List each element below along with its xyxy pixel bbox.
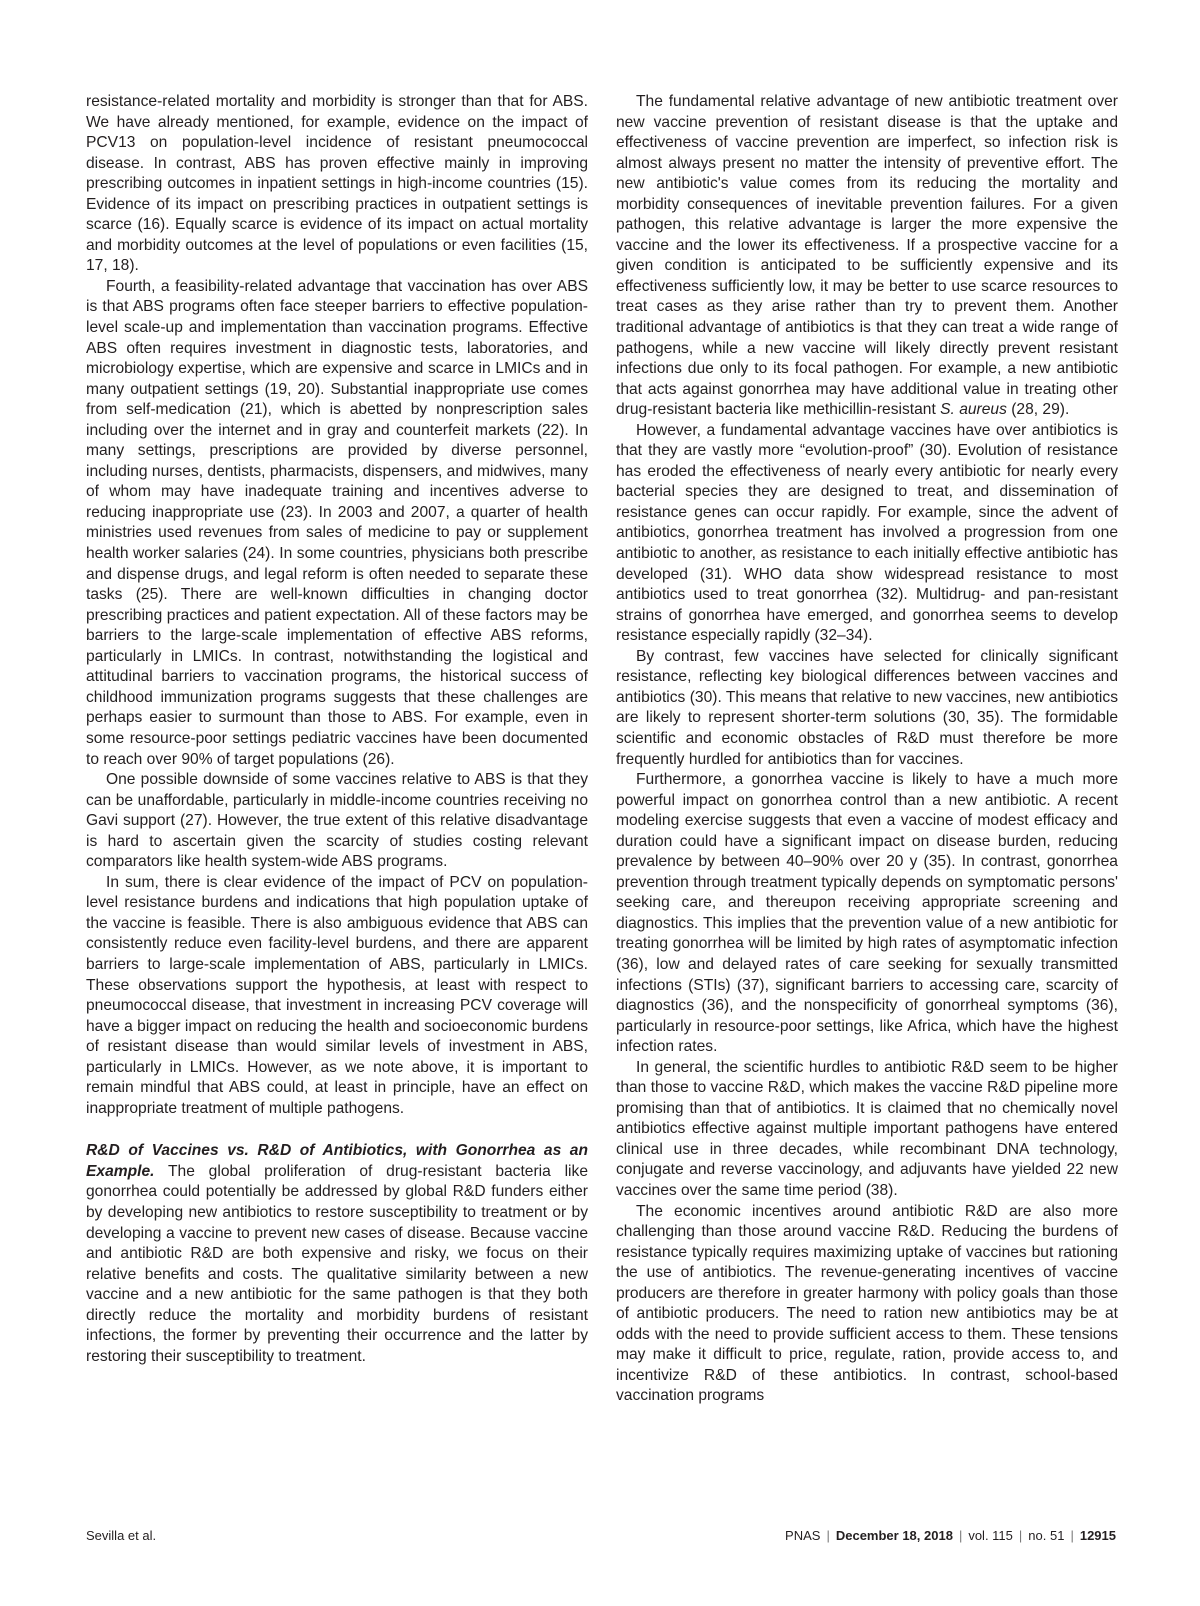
- separator: |: [1070, 1528, 1074, 1543]
- body-paragraph: In sum, there is clear evidence of the impact of PCV on population-level resistance burdens and indications that high population uptake of the vaccine is feasible. There is also ambiguous evidence that ABS can consistently reduce even facility-level burdens, and there are apparent barriers to large-scale implementation of ABS, particularly in LMICs. These observations support the hypothesis, at least with respect to pneumococcal disease, that investment in increasing PCV coverage will have a bigger impact on reducing the health and socioeconomic burdens of resistant disease than would similar levels of investment in ABS, particularly in LMICs. However, as we note above, it is important to remain mindful that ABS could, at least in principle, have an effect on inappropriate treatment of multiple pathogens.: [86, 873, 588, 1117]
- separator: |: [958, 1528, 963, 1543]
- volume: vol. 115: [968, 1528, 1013, 1543]
- body-paragraph: Furthermore, a gonorrhea vaccine is likely to have a much more powerful impact on gonorrhea control than a new antibiotic. A recent modeling exercise suggests that even a vaccine of modest efficacy and duration could have a significant impact on disease burden, reducing prevalence by between 40–90% over 20 y (35). In contrast, gonorrhea prevention through treatment typically depends on symptomatic persons' seeking care, and thereupon receiving appropriate screening and diagnostics. This implies that the prevention value of a new antibiotic for treating gonorrhea will be limited by high rates of asymptomatic infection (36), low and delayed rates of care seeking for sexually transmitted infections (STIs) (37), significant barriers to accessing care, scarcity of diagnostics (36), and the nonspecificity of gonorrheal symptoms (36), particularly in resource-poor settings, like Africa, which have the highest infection rates.: [616, 771, 1118, 1056]
- separator: |: [826, 1528, 830, 1543]
- left-column: [86, 92, 588, 1367]
- body-paragraph: One possible downside of some vaccines relative to ABS is that they can be unaffordable, particularly in middle-income countries receiving no Gavi support (27). However, the true extent of this relative disadvantage is hard to ascertain given the scarcity of studies costing relevant comparators like health system-wide ABS programs.: [86, 771, 588, 871]
- body-paragraph: The economic incentives around antibiotic R&D are also more challenging than those around vaccine R&D. Reducing the burdens of resistance typically requires maximizing uptake of vaccines but rationing the use of antibiotics. The revenue-generating incentives of vaccine producers are therefore in greater harmony with policy goals than those of antibiotic producers. The need to ration new antibiotics may be at odds with the need to provide sufficient access to them. These tensions may make it difficult to price, regulate, ration, provide access to, and incentivize R&D of these antibiotics. In contrast, school-based vaccination programs: [616, 1202, 1118, 1405]
- footer-authors: Sevilla et al.: [86, 1528, 157, 1543]
- body-paragraph: In general, the scientific hurdles to antibiotic R&D seem to be higher than those to vaccine R&D, which makes the vaccine R&D pipeline more promising than that of antibiotics. It is claimed that no chemically novel antibiotics effective against multiple important pathogens have entered clinical use in three decades, while recombinant DNA technology, conjugate and reverse vaccinology, and adjuvants have yielded 22 new vaccines over the same time period (38).: [616, 1058, 1118, 1199]
- body-paragraph: However, a fundamental advantage vaccines have over antibiotics is that they are vastly more “evolution-proof” (30). Evolution of resistance has eroded the effectiveness of nearly every antibiotic for nearly every bacterial species they are designed to treat, and dissemination of resistance genes can occur rapidly. For example, since the advent of antibiotics, gonorrhea treatment has involved a progression from one antibiotic to another, as resistance to each initially effective antibiotic has developed (31). WHO data show widespread resistance to most antibiotics used to treat gonorrhea (32). Multidrug- and pan-resistant strains of gonorrhea have emerged, and gonorrhea seems to develop resistance especially rapidly (32–34).: [616, 421, 1118, 645]
- issue-date: December 18, 2018: [835, 1528, 953, 1543]
- body-text: The global proliferation of drug-resistant bacteria like gonorrhea could potentially be addressed by global R&D funders either by developing new antibiotics to restore susceptibility to treatment or by developing a vaccine to prevent new cases of disease. Because vaccine and antibiotic R&D are both expensive and risky, we focus on their relative benefits and costs. The qualitative similarity between a new vaccine and a new antibiotic for the same pathogen is that they both directly reduce the mortality and morbidity burdens of resistant infections, the former by preventing their occurrence and the latter by restoring their susceptibility to treatment.: [86, 1162, 588, 1365]
- body-paragraph: Fourth, a feasibility-related advantage that vaccination has over ABS is that ABS programs often face steeper barriers to effective population-level scale-up and implementation than vaccination programs. Effective ABS often requires investment in diagnostic tests, laboratories, and microbiology expertise, which are expensive and scarce in LMICs and in many outpatient settings (19, 20). Substantial inappropriate use comes from self-medication (21), which is abetted by nonprescription sales including over the internet and in gray and counterfeit markets (22). In many settings, prescriptions are provided by diverse personnel, including nurses, dentists, pharmacists, dispensers, and midwives, many of whom may have inadequate training and incentives adverse to reducing inappropriate use (23). In 2003 and 2007, a quarter of health ministries used revenues from sales of medicine to pay or supplement health worker salaries (24). In some countries, physicians both prescribe and dispense drugs, and legal reform is often needed to separate these tasks (25). There are well-known difficulties in changing doctor prescribing practices and patient expectation. All of these factors may be barriers to the large-scale implementation of effective ABS reforms, particularly in LMICs. In contrast, notwithstanding the logistical and attitudinal barriers to vaccination programs, the historical success of childhood immunization programs suggests that these challenges are perhaps easier to surmount than those to ABS. For example, even in some resource-poor settings pediatric vaccines have been documented to reach over 90% of target populations (26).: [86, 277, 588, 768]
- issue-number: no. 51: [1028, 1528, 1065, 1543]
- right-column: [616, 92, 1118, 1407]
- separator: |: [1018, 1528, 1023, 1543]
- section-paragraph: [86, 1141, 588, 1367]
- body-paragraph: resistance-related mortality and morbidity is stronger than that for ABS. We have already mentioned, for example, evidence on the impact of PCV13 on population-level incidence of resistant pneumococcal disease. In contrast, ABS has proven effective mainly in improving prescribing outcomes in inpatient settings in high-income countries (15). Evidence of its impact on prescribing practices in outpatient settings is scarce (16). Equally scarce is evidence of its impact on actual mortality and morbidity outcomes at the level of populations or even facilities (15, 17, 18).: [86, 93, 588, 275]
- section-heading: R&D of Vaccines vs. R&D of Antibiotics, with Gonorrhea as an Example.: [86, 1142, 588, 1180]
- body-paragraph: By contrast, few vaccines have selected for clinically significant resistance, reflecting key biological differences between vaccines and antibiotics (30). This means that relative to new vaccines, new antibiotics are likely to represent shorter-term solutions (30, 35). The formidable scientific and economic obstacles of R&D must therefore be more frequently hurdled for antibiotics than for vaccines.: [616, 647, 1118, 768]
- footer-citation: [785, 1528, 1116, 1543]
- page-number: 12915: [1079, 1528, 1116, 1543]
- body-paragraph: [616, 92, 1118, 421]
- journal-name: PNAS: [785, 1528, 821, 1543]
- body-text: (28, 29).: [1006, 401, 1070, 419]
- body-text: The fundamental relative advantage of new antibiotic treatment over new vaccine prevention of resistant disease is that the uptake and effectiveness of vaccine prevention are imperfect, so infection risk is almost always present no matter the intensity of preventive effort. The new antibiotic's value comes from its reducing the mortality and morbidity consequences of inevitable prevention failures. For a given pathogen, this relative advantage is larger the more expensive the vaccine and the lower its effectiveness. If a prospective vaccine for a given condition is anticipated to be sufficiently expensive and its effectiveness sufficiently low, it may be better to use scarce resources to treat cases as they arise rather than try to prevent them. Another traditional advantage of antibiotics is that they can treat a wide range of pathogens, while a new vaccine will likely directly prevent resistant infections due only to its focal pathogen. For example, a new antibiotic that acts against gonorrhea may have additional value in treating other drug-resistant bacteria like methicillin-resistant: [616, 93, 1118, 419]
- species-name: S. aureus: [940, 401, 1007, 419]
